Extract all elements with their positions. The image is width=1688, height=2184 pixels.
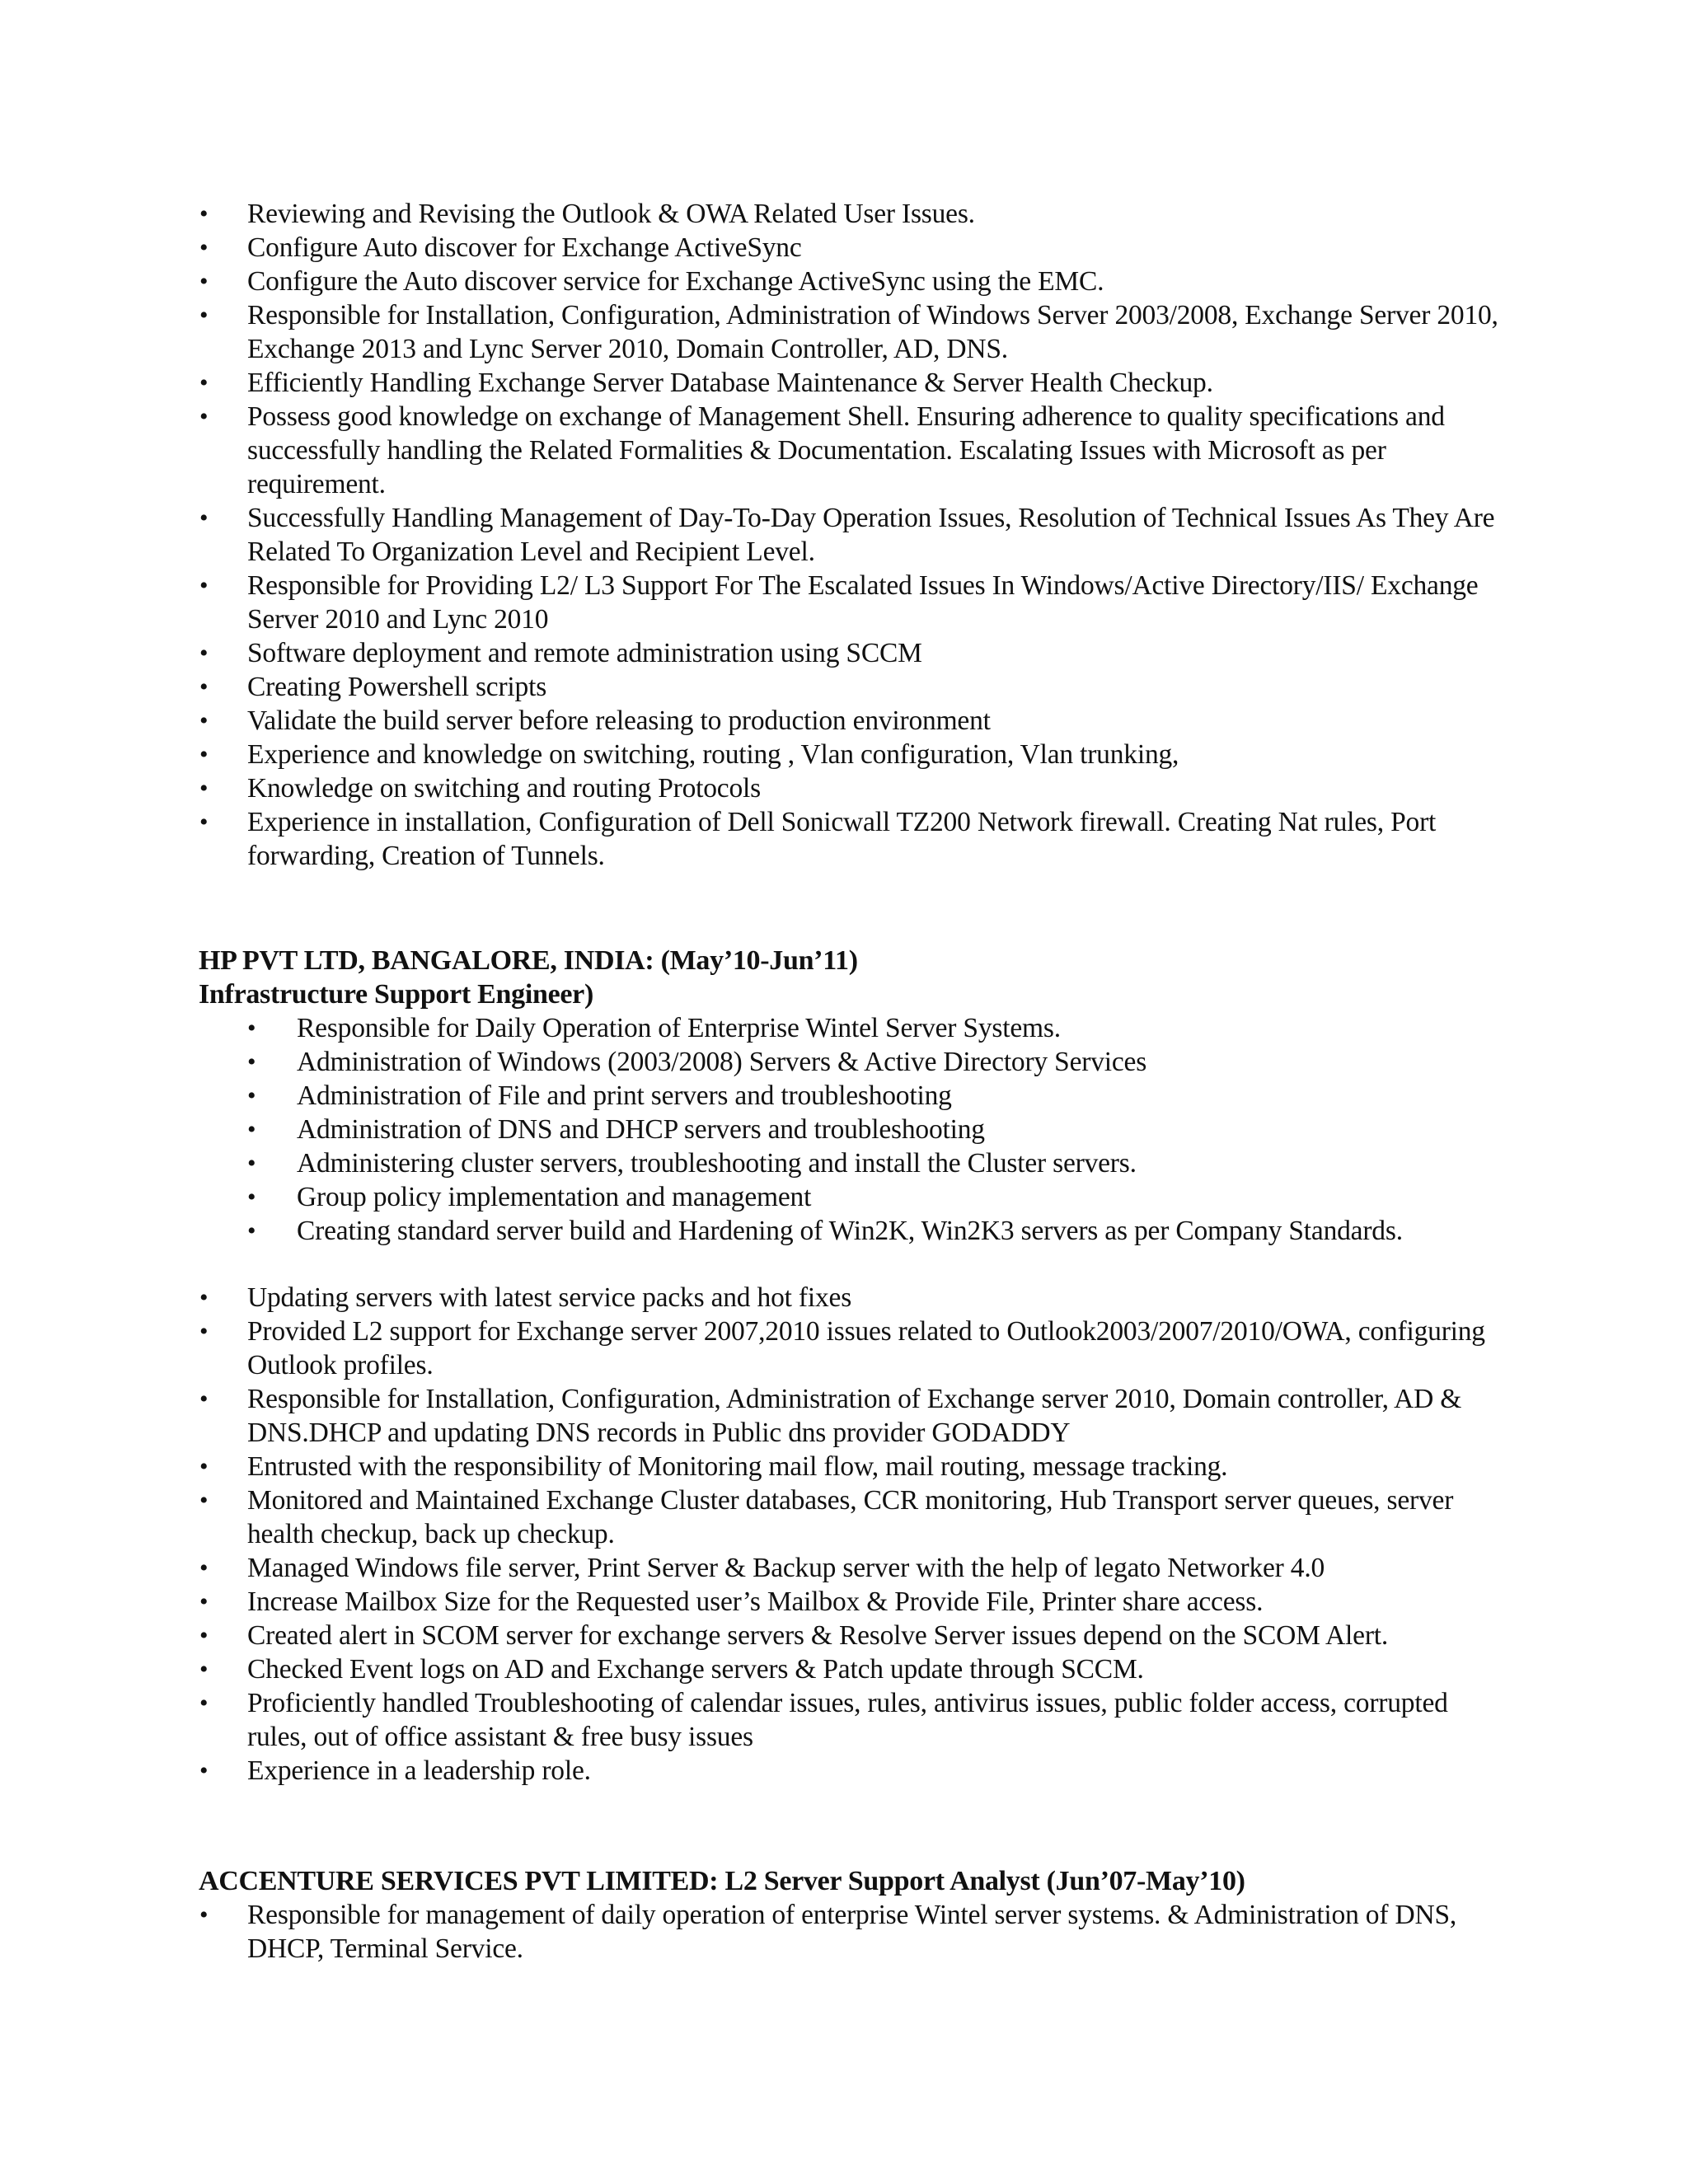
hp-nested-list [247, 1011, 1484, 1248]
list-item: • Knowledge on switching and routing Protocols [199, 773, 761, 804]
bullet-icon: • [199, 1690, 209, 1717]
list-item: • Configure Auto discover for Exchange ActiveSync [199, 232, 802, 263]
bullet-icon: • [199, 234, 209, 261]
bullet-icon: • [199, 369, 209, 396]
bullet-icon: • [199, 808, 209, 836]
list-item: • Responsible for Providing L2/ L3 Support For The Escalated Issues In Windows/Active Directory/IIS/ Exchange Server 2010 and Lync 2010 [199, 570, 1479, 635]
bullet-icon: • [199, 1318, 209, 1345]
list-item: • Updating servers with latest service packs and hot fixes [199, 1282, 852, 1313]
bullet-icon: • [199, 403, 209, 430]
bullet-icon: • [247, 1217, 256, 1244]
bullet-icon: • [199, 1588, 209, 1615]
list-item: • Successfully Handling Management of Day-To-Day Operation Issues, Resolution of Technical Issues As They Are Related To Organization Level and Recipient Level. [199, 503, 1495, 567]
list-item: • Monitored and Maintained Exchange Cluster databases, CCR monitoring, Hub Transport server queues, server health checkup, back up checkup. [199, 1485, 1454, 1549]
list-item: • Efficiently Handling Exchange Server Database Maintenance & Server Health Checkup. [199, 368, 1213, 398]
list-item: • Responsible for Installation, Configuration, Administration of Windows Server 2003/2008, Exchange Server 2010, Exchange 2013 and Lync Server 2010, Domain Controller, AD, DNS. [199, 300, 1498, 364]
list-item: • Experience and knowledge on switching, routing , Vlan configuration, Vlan trunking, [199, 739, 1179, 770]
list-item: • Administration of DNS and DHCP servers and troubleshooting [247, 1114, 985, 1145]
bullet-icon: • [199, 775, 209, 802]
bullet-icon: • [199, 572, 209, 599]
bullet-icon: • [199, 1757, 209, 1784]
list-item: • Experience in installation, Configuration of Dell Sonicwall TZ200 Network firewall. Creating Nat rules, Port forwarding, Creation of Tunnels. [199, 807, 1437, 871]
list-item: • Increase Mailbox Size for the Requested user’s Mailbox & Provide File, Printer share access. [199, 1586, 1264, 1617]
list-item: • Creating Powershell scripts [199, 672, 547, 702]
list-item: • Validate the build server before releasing to production environment [199, 705, 991, 736]
list-item: • Created alert in SCOM server for exchange servers & Resolve Server issues depend on the SCOM Alert. [199, 1620, 1389, 1651]
employer-heading-accenture: ACCENTURE SERVICES PVT LIMITED: L2 Server Support Analyst (Jun’07-May’10) [199, 1866, 1245, 1896]
bullet-icon: • [199, 504, 209, 532]
bullet-icon: • [199, 200, 209, 227]
list-item: • Entrusted with the responsibility of Monitoring mail flow, mail routing, message tracking. [199, 1451, 1228, 1482]
list-item: • Experience in a leadership role. [199, 1755, 591, 1786]
list-item: • Responsible for Installation, Configuration, Administration of Exchange server 2010, Domain controller, AD & DNS.DHCP and updating DNS records in Public dns provider GODADDY [199, 1384, 1462, 1448]
employer-heading-hp: HP PVT LTD, BANGALORE, INDIA: (May’10-Jun’11) [199, 945, 858, 976]
bullet-icon: • [247, 1183, 256, 1211]
bullet-icon: • [199, 741, 209, 768]
bullet-icon: • [199, 302, 209, 329]
list-item: • Managed Windows file server, Print Server & Backup server with the help of legato Networker 4.0 [199, 1553, 1325, 1583]
bullet-icon: • [199, 707, 209, 734]
responsibilities-list [199, 197, 1500, 873]
bullet-icon: • [199, 1656, 209, 1683]
bullet-icon: • [199, 1487, 209, 1514]
hp-responsibilities-list [199, 1281, 1500, 1788]
bullet-icon: • [199, 673, 209, 701]
list-item: • Configure the Auto discover service for Exchange ActiveSync using the EMC. [199, 266, 1104, 297]
list-item: • Responsible for management of daily operation of enterprise Wintel server systems. & Administration of DNS, DHCP, Terminal Service. [199, 1900, 1457, 1964]
list-item: • Reviewing and Revising the Outlook & OWA Related User Issues. [199, 199, 975, 229]
bullet-icon: • [199, 1901, 209, 1929]
bullet-icon: • [247, 1048, 256, 1076]
bullet-icon: • [199, 1554, 209, 1582]
bullet-icon: • [199, 640, 209, 667]
list-item: • Administering cluster servers, troubleshooting and install the Cluster servers. [247, 1148, 1137, 1179]
bullet-icon: • [247, 1015, 256, 1042]
list-item: • Software deployment and remote administration using SCCM [199, 638, 922, 668]
list-item: • Responsible for Daily Operation of Enterprise Wintel Server Systems. [247, 1013, 1061, 1043]
bullet-icon: • [199, 268, 209, 295]
list-item: • Administration of File and print servers and troubleshooting [247, 1080, 952, 1111]
bullet-icon: • [247, 1082, 256, 1109]
job-title-hp: Infrastructure Support Engineer) [199, 979, 593, 1010]
bullet-icon: • [247, 1116, 256, 1143]
list-item: • Checked Event logs on AD and Exchange servers & Patch update through SCCM. [199, 1654, 1144, 1685]
list-item: • Group policy implementation and management [247, 1182, 812, 1212]
list-item: • Possess good knowledge on exchange of Management Shell. Ensuring adherence to quality specifications and successfully handling the Related Formalities & Documentation. Escalating Issues with Microsoft as per requirement. [199, 401, 1445, 499]
bullet-icon: • [199, 1284, 209, 1311]
bullet-icon: • [199, 1622, 209, 1649]
list-item: • Provided L2 support for Exchange server 2007,2010 issues related to Outlook2003/2007/2010/OWA, configuring Outlook profiles. [199, 1316, 1485, 1380]
bullet-icon: • [199, 1385, 209, 1413]
bullet-icon: • [199, 1453, 209, 1480]
list-item: • Creating standard server build and Hardening of Win2K, Win2K3 servers as per Company Standards. [247, 1216, 1403, 1246]
bullet-icon: • [247, 1150, 256, 1177]
list-item: • Proficiently handled Troubleshooting of calendar issues, rules, antivirus issues, public folder access, corrupted rules, out of office assistant & free busy issues [199, 1688, 1448, 1752]
accenture-responsibilities-list [199, 1898, 1500, 1966]
list-item: • Administration of Windows (2003/2008) Servers & Active Directory Services [247, 1047, 1147, 1077]
